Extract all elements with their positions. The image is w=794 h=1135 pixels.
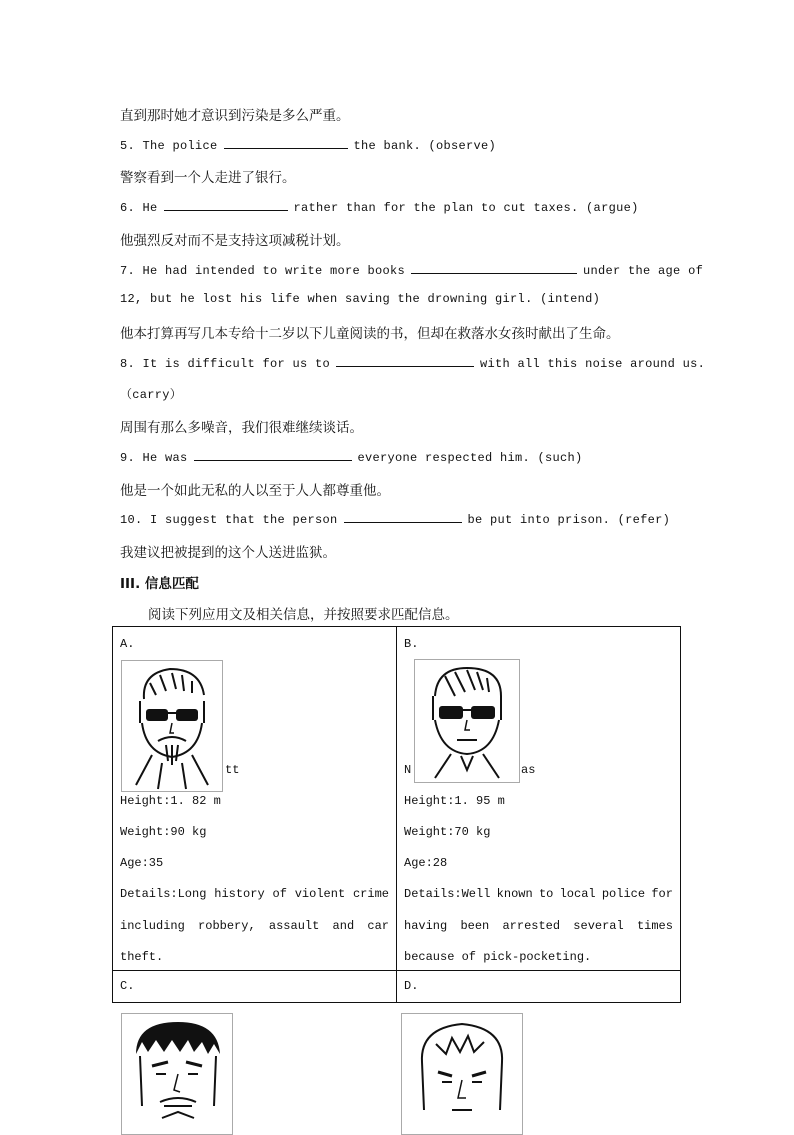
card-b-details-3: because of pick-pocketing.	[404, 950, 592, 964]
q6-text-a: 6. He	[120, 201, 158, 215]
sentence-translation: 直到那时她才意识到污染是多么严重。	[120, 108, 350, 124]
word: police	[601, 887, 646, 901]
q5-translation: 警察看到一个人走进了银行。	[120, 170, 296, 186]
q7-text-a: 7. He had intended to write more books	[120, 264, 406, 278]
face-b-icon	[415, 660, 519, 782]
card-b-height: Height:1. 95 m	[404, 794, 505, 808]
answer-blank-5[interactable]	[224, 136, 348, 149]
question-8-cont: （carry）	[120, 388, 183, 402]
card-c-letter: C.	[120, 979, 135, 993]
q9-text-a: 9. He was	[120, 451, 188, 465]
section-instruction: 阅读下列应用文及相关信息，并按照要求匹配信息。	[148, 607, 459, 623]
suspect-photo-c	[121, 1013, 233, 1135]
q5-text-a: 5. The police	[120, 139, 218, 153]
q10-text-b: be put into prison. (refer)	[467, 513, 671, 527]
suspect-photo-d	[401, 1013, 523, 1135]
word: of	[272, 887, 287, 901]
card-a-age: Age:35	[120, 856, 164, 870]
suspect-photo-a	[121, 660, 223, 792]
question-9	[120, 448, 583, 465]
card-b-weight: Weight:70 kg	[404, 825, 491, 839]
q8-translation: 周围有那么多噪音，我们很难继续谈话。	[120, 420, 363, 436]
question-10	[120, 510, 670, 527]
q10-text-a: 10. I suggest that the person	[120, 513, 338, 527]
question-5	[120, 136, 496, 153]
info-table	[112, 626, 681, 1003]
word: crime	[352, 887, 389, 901]
card-a-weight: Weight:90 kg	[120, 825, 207, 839]
answer-blank-10[interactable]	[344, 510, 462, 523]
q5-text-b: the bank. (observe)	[353, 139, 497, 153]
word: including	[120, 919, 185, 933]
question-7	[120, 261, 703, 278]
word: times	[636, 919, 673, 933]
word: Details:Long	[120, 887, 207, 901]
word: car	[367, 919, 389, 933]
word: Details:Well	[404, 887, 491, 901]
q6-translation: 他强烈反对而不是支持这项减税计划。	[120, 233, 350, 249]
q8-text-a: 8. It is difficult for us to	[120, 357, 331, 371]
card-a-details-2	[120, 919, 389, 933]
answer-blank-9[interactable]	[194, 448, 352, 461]
card-b-age: Age:28	[404, 856, 448, 870]
word: several	[573, 919, 624, 933]
card-b-details-2	[404, 919, 673, 933]
card-a	[113, 627, 397, 971]
q6-text-b: rather than for the plan to cut taxes. (argue)	[293, 201, 639, 215]
word: known	[496, 887, 533, 901]
card-b-letter: B.	[404, 637, 419, 651]
card-b-name-left: N	[404, 763, 412, 777]
q7-text-b: under the age of	[583, 264, 704, 278]
word: to	[538, 887, 554, 901]
answer-blank-7[interactable]	[411, 261, 577, 274]
card-d-letter: D.	[404, 979, 419, 993]
word: for	[651, 887, 673, 901]
question-8	[120, 354, 705, 371]
word: assault	[268, 919, 320, 933]
answer-blank-6[interactable]	[164, 198, 288, 211]
q7-translation: 他本打算再写几本专给十二岁以下儿童阅读的书，但却在救落水女孩时献出了生命。	[120, 326, 620, 342]
card-d-header	[397, 971, 681, 1003]
word: history	[214, 887, 265, 901]
card-a-height: Height:1. 82 m	[120, 794, 221, 808]
face-d-icon	[402, 1014, 522, 1124]
word: violent	[294, 887, 346, 901]
card-a-letter: A.	[120, 637, 135, 651]
q9-text-b: everyone respected him. (such)	[357, 451, 583, 465]
card-b-name-right: as	[521, 763, 536, 777]
q8-text-b: with all this noise around us.	[480, 357, 706, 371]
word: having	[404, 919, 448, 933]
word: robbery,	[198, 919, 256, 933]
word: been	[460, 919, 490, 933]
card-c-header	[113, 971, 397, 1003]
card-b	[397, 627, 681, 971]
card-a-details-1	[120, 887, 389, 901]
card-a-details-3: theft.	[120, 950, 164, 964]
suspect-photo-b	[414, 659, 520, 783]
q9-translation: 他是一个如此无私的人以至于人人都尊重他。	[120, 483, 390, 499]
answer-blank-8[interactable]	[336, 354, 474, 367]
question-6	[120, 198, 639, 215]
section-title: III. 信息匹配	[120, 576, 199, 592]
q10-translation: 我建议把被提到的这个人送进监狱。	[120, 545, 336, 561]
face-c-icon	[122, 1014, 232, 1124]
word: arrested	[502, 919, 561, 933]
question-7-cont: 12, but he lost his life when saving the drowning girl. (intend)	[120, 292, 601, 306]
word: and	[332, 919, 355, 933]
card-a-name-fragment: tt	[225, 763, 240, 777]
word: local	[559, 887, 596, 901]
face-a-icon	[122, 661, 222, 791]
card-b-details-1	[404, 887, 673, 901]
